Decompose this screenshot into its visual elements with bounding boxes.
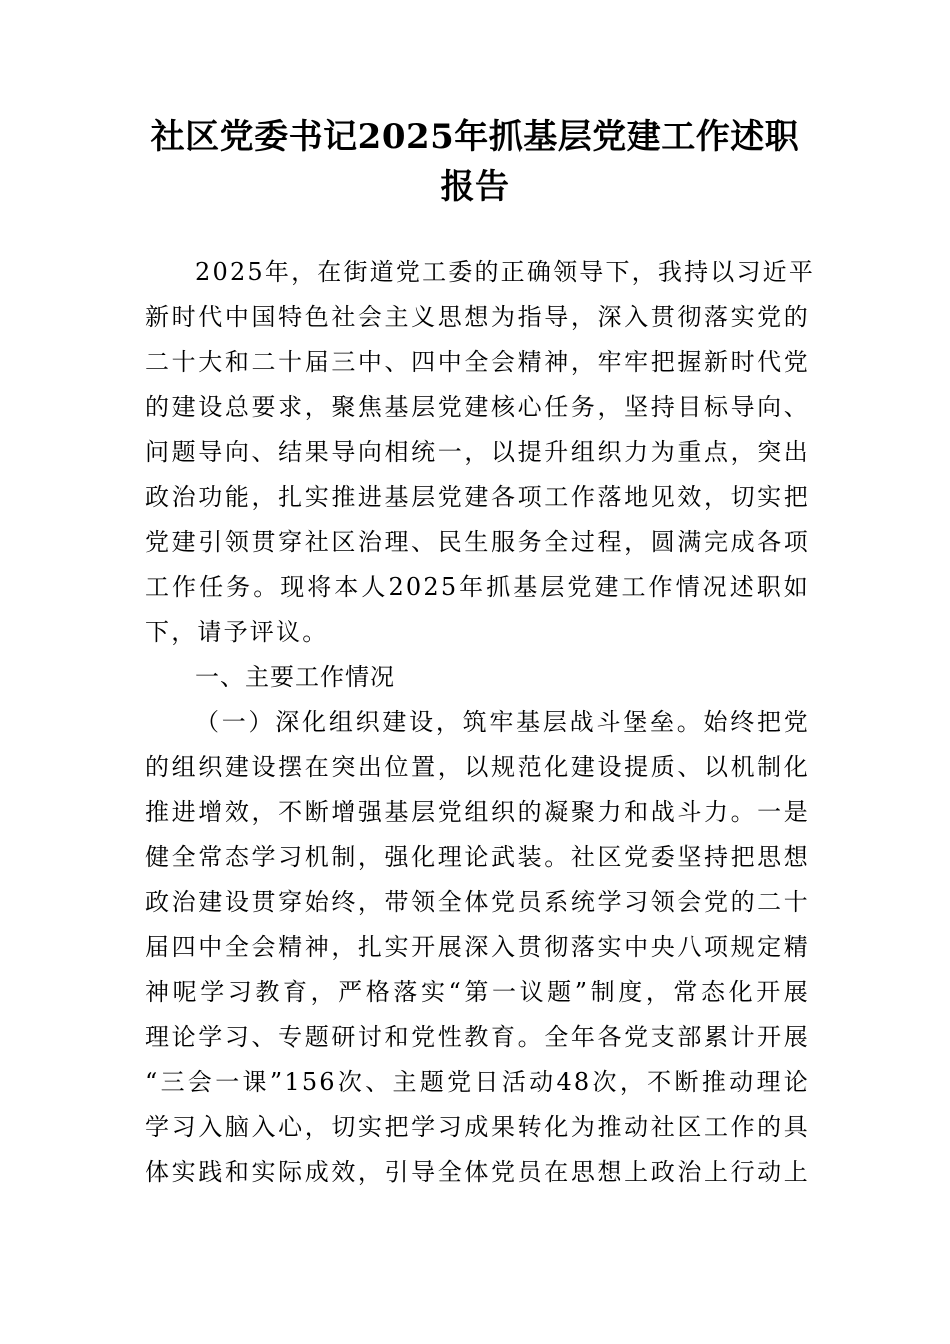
paragraph-line: 问题导向、结果导向相统一，以提升组织力为重点，突出 bbox=[145, 438, 810, 466]
paragraph-line: 体实践和实际成效，引导全体党员在思想上政治上行动上 bbox=[145, 1158, 810, 1186]
paragraph-line: 学习入脑入心，切实把学习成果转化为推动社区工作的具 bbox=[145, 1113, 810, 1141]
paragraph-line: 下，请予评议。 bbox=[145, 618, 329, 646]
paragraph-line: 2025年，在街道党工委的正确领导下，我持以习近平 bbox=[195, 258, 816, 286]
paragraph-line: 政治建设贯穿始终，带领全体党员系统学习领会党的二十 bbox=[145, 888, 810, 916]
title-line-2: 报告 bbox=[440, 167, 510, 207]
paragraph-line: 的建设总要求，聚焦基层党建核心任务，坚持目标导向、 bbox=[145, 393, 810, 421]
paragraph-line: 的组织建设摆在突出位置，以规范化建设提质、以机制化 bbox=[145, 753, 810, 781]
paragraph-line: 政治功能，扎实推进基层党建各项工作落地见效，切实把 bbox=[145, 483, 810, 511]
paragraph-line: 党建引领贯穿社区治理、民生服务全过程，圆满完成各项 bbox=[145, 528, 810, 556]
title-line-1: 社区党委书记2025年抓基层党建工作述职 bbox=[150, 117, 800, 157]
document-body bbox=[145, 250, 816, 1195]
paragraph-line: 神呢学习教育，严格落实“第一议题”制度，常态化开展 bbox=[145, 978, 810, 1006]
paragraph-line: 新时代中国特色社会主义思想为指导，深入贯彻落实党的 bbox=[145, 303, 810, 331]
paragraph-line: 二十大和二十届三中、四中全会精神，牢牢把握新时代党 bbox=[145, 348, 810, 376]
paragraph-line: （一）深化组织建设，筑牢基层战斗堡垒。始终把党 bbox=[195, 708, 810, 736]
paragraph-line: 理论学习、专题研讨和党性教育。全年各党支部累计开展 bbox=[145, 1023, 810, 1051]
document-title bbox=[130, 112, 820, 212]
paragraph-line: 推进增效，不断增强基层党组织的凝聚力和战斗力。一是 bbox=[145, 798, 810, 826]
paragraph-line: “三会一课”156次、主题党日活动48次，不断推动理论 bbox=[145, 1068, 810, 1096]
section-heading: 一、主要工作情况 bbox=[195, 663, 395, 691]
paragraph-line: 工作任务。现将本人2025年抓基层党建工作情况述职如 bbox=[145, 573, 810, 601]
paragraph-line: 健全常态学习机制，强化理论武装。社区党委坚持把思想 bbox=[145, 843, 810, 871]
paragraph-line: 届四中全会精神，扎实开展深入贯彻落实中央八项规定精 bbox=[145, 933, 810, 961]
